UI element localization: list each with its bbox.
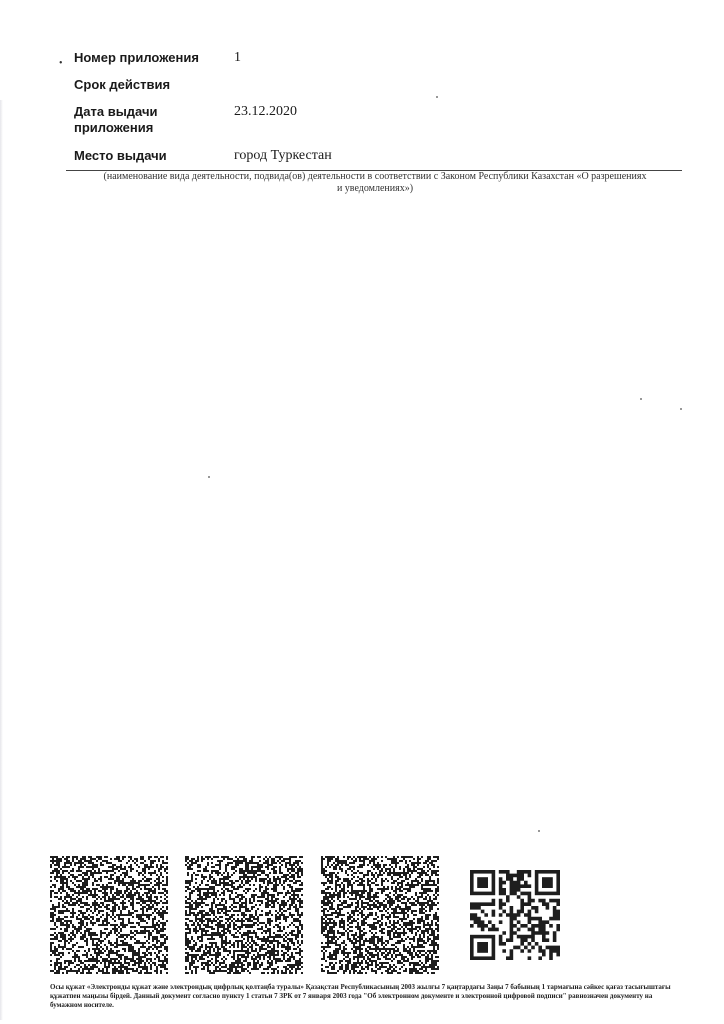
field-label-issue-place: Место выдачи	[74, 148, 167, 163]
scan-speck	[640, 398, 642, 400]
legal-footer	[50, 983, 682, 1010]
field-label-validity: Срок действия	[74, 77, 171, 92]
qr-pattern-1	[50, 856, 168, 974]
scan-speck	[208, 476, 210, 478]
field-label-appendix-number: Номер приложения	[74, 50, 199, 65]
qr-finder-pattern	[472, 872, 494, 894]
footer-russian-text: Данный документ согласно пункту 1 статьи 7 ЗРК от 7 января 2003 года "Об электронном документе и электронной цифровой подписи" равнозначен документу на бумажном носителе.	[50, 992, 653, 1009]
field-value-issue-place: город Туркестан	[234, 148, 332, 163]
field-label-issue-date: Дата выдачи приложения	[74, 104, 158, 135]
qr-code-1	[50, 856, 168, 974]
activity-note-line1: (наименование вида деятельности, подвида(ов) деятельности в соответствии с Законом Республики Казахстан «О разрешениях	[103, 171, 647, 182]
scan-speck	[680, 408, 682, 410]
qr-pattern-3	[321, 856, 439, 974]
footer-kazakh-text: Осы құжат «Электронды құжат және электрондық цифрлық қолтаңба туралы» Қазақстан Республикасының 2003 жылғы 7 қаңтардағы Заңы 7 бабының 1 тармағына сәйкес қағаз тасығыштағы құжатпен маңызы бірдей.	[50, 983, 671, 1000]
field-value-appendix-number: 1	[234, 50, 241, 65]
qr-pattern-2	[185, 856, 303, 974]
qr-pattern-4	[470, 870, 560, 960]
scan-speck	[436, 96, 438, 98]
bullet-mark: •	[59, 58, 63, 69]
qr-finder-pattern	[537, 872, 559, 894]
scan-edge-shadow	[0, 100, 3, 1020]
qr-code-3	[321, 856, 439, 974]
activity-note-line2: и уведомлениях»)	[336, 183, 414, 194]
qr-code-4	[470, 870, 560, 960]
qr-finder-pattern	[472, 937, 494, 959]
field-value-issue-date: 23.12.2020	[234, 104, 297, 119]
scan-speck	[538, 830, 540, 832]
qr-code-2	[185, 856, 303, 974]
